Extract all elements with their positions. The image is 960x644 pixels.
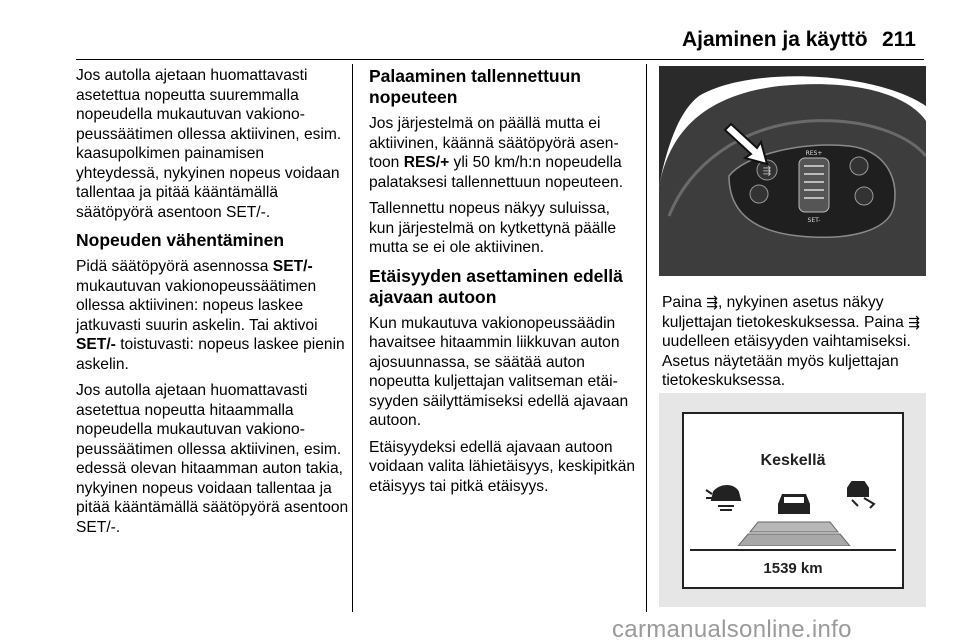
paragraph-stored-speed: Tallennettu nopeus näkyy suluissa, kun järjestelmä on kytkettynä päälle mutta se ei ole aktiivinen.: [369, 200, 617, 256]
page-header-title: Ajaminen ja käyttö: [682, 28, 868, 51]
text-column-3: [662, 293, 926, 398]
column-divider-2: [646, 64, 647, 612]
watermark: carmanualsonline.info: [612, 616, 852, 643]
paragraph-return-speed: Jos järjestelmä on päällä mutta ei aktiivinen, käännä säätöpyörä asentoon RES/+ yli 50 km/h:n nopeudella palataksesi tallennettuun nopeuteen.: [369, 115, 624, 191]
heading-gap-setting: Etäisyyden asettaminen edellä ajavaan autoon: [369, 265, 623, 307]
distance-lane: [738, 534, 850, 546]
steering-wheel-image: [659, 66, 926, 276]
paragraph-speed-reduce: Pidä säätöpyörä asennossa SET/- mukautuvan vakionopeussäätimen ollessa aktiivinen: nopeus laskee jatkuvasti suurin askelin. Tai aktivoi SET/- toistuvasti: nopeus laskee pienin askelin.: [76, 258, 345, 373]
paragraph-slower-speed: Jos autolla ajetaan huomattavasti asetettua nopeutta hitaammalla nopeudella mukautuvan vakionopeussäätimen ollessa aktiivinen, esim. edessä olevan hitaamman auton takia, nykyinen nopeus voidaan tallentaa ja pitää kääntämällä säätöpyörä asentoon SET/-.: [76, 382, 349, 536]
text-column-2: [369, 66, 639, 503]
paragraph-gap-button: Paina ⇶, nykyinen asetus näkyy kuljettajan tietokeskuksessa. Paina ⇶ uudelleen etäisyyden vaihtamiseksi. Asetus näytetään myös kuljettajan tietokeskuksessa.: [662, 294, 920, 389]
set-label: SET-: [807, 217, 821, 224]
distance-lane: [750, 522, 838, 532]
header-divider: [76, 59, 924, 60]
display-divider: [690, 549, 896, 551]
gap-near-icon: [706, 486, 740, 510]
gap-button-icon: ⇶: [908, 313, 920, 330]
svg-text:⇶: ⇶: [762, 166, 772, 177]
odometer-reading: 1539 km: [763, 560, 823, 577]
driver-info-display: [682, 412, 904, 589]
paragraph-speed-store: Jos autolla ajetaan huomattavasti asetettua nopeutta suuremmalla nopeudella mukautuvan vakionopeussäätimen ollessa aktiivinen, esim. kaasupolkimen painamisen yhteydessä, nykyinen nopeus voidaan tallentaa ja pitää kääntämällä säätöpyörä asentoon SET/-.: [76, 67, 342, 221]
paragraph-gap-options: Etäisyydeksi edellä ajavaan autoon voidaan valita lähietäisyys, keskipitkän etäisyys tai pitkä etäisyys.: [369, 438, 636, 495]
heading-speed-reduce: Nopeuden vähentäminen: [76, 230, 285, 250]
column-divider-1: [352, 64, 353, 612]
page-number: 211: [882, 28, 916, 51]
gap-button-icon: ⇶: [706, 294, 718, 310]
heading-return-speed: Palaaminen tallennettuun nopeuteen: [369, 66, 581, 107]
paragraph-gap-adjust: Kun mukautuva vakionopeussäädin havaitsee hitaammin liikkuvan auton ajosuunnassa, se säätää auton nopeutta kuljettajan valitseman etäisyyden säilyttämiseksi edellä ajavaan autoon.: [369, 314, 629, 429]
res-label: RES+: [805, 150, 823, 157]
gap-setting-label: Keskellä: [760, 452, 826, 469]
car-ahead-icon: [778, 494, 810, 514]
text-column-1: [76, 66, 351, 544]
gap-far-icon: [848, 482, 874, 508]
